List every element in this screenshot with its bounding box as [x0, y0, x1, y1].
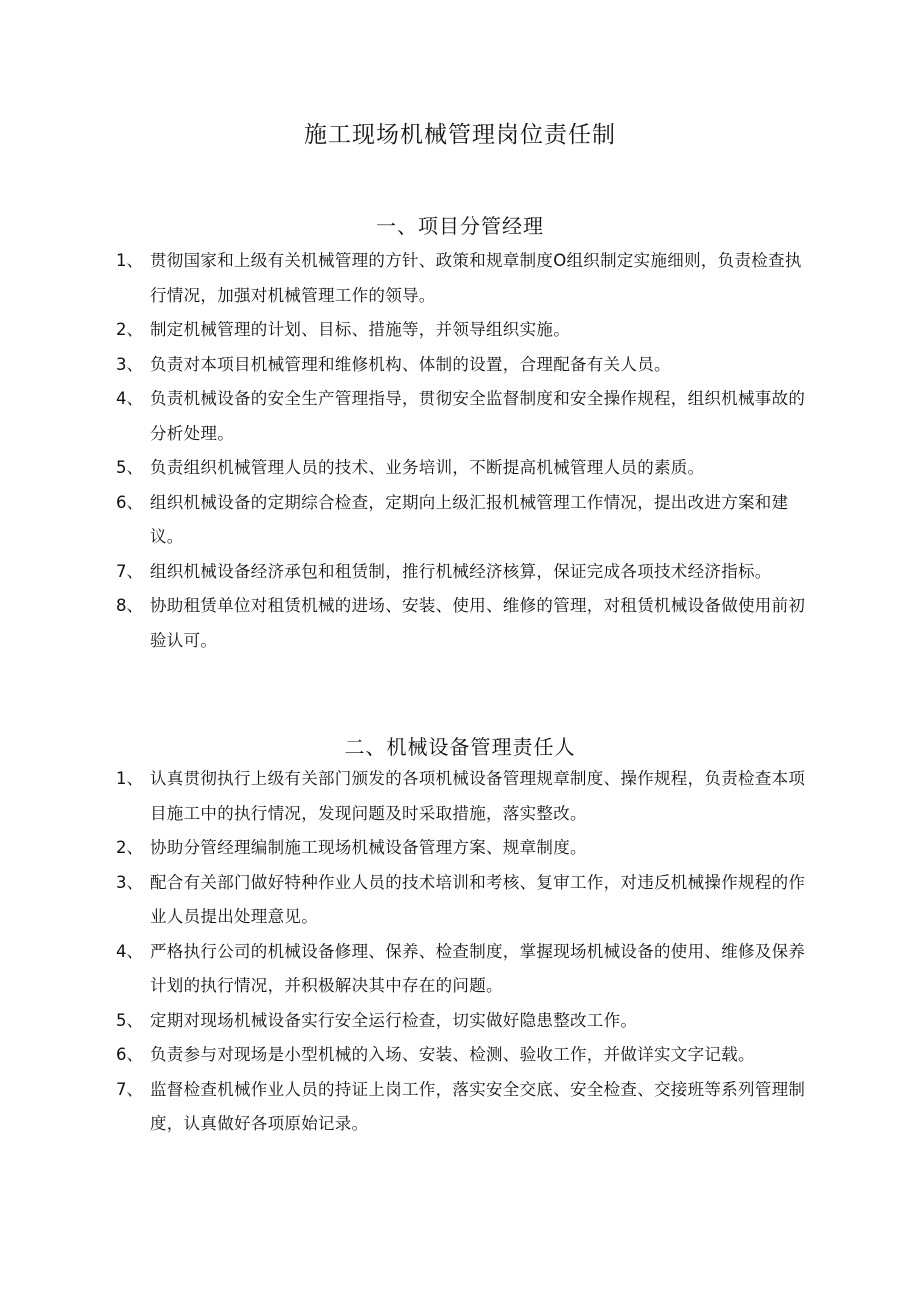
- item-number: 8、: [116, 596, 143, 615]
- item-number: 7、: [116, 1079, 143, 1099]
- list-item: [116, 486, 816, 555]
- item-number: 3、: [116, 872, 143, 892]
- list-item: [116, 313, 816, 348]
- item-number: 5、: [116, 1010, 143, 1030]
- section-heading-2: 二、机械设备管理责任人: [344, 735, 576, 759]
- list-item: [116, 1038, 816, 1073]
- list-item: [116, 762, 816, 831]
- item-number: 2、: [116, 320, 143, 339]
- item-text: 严格执行公司的机械设备修理、保养、检查制度，掌握现场机械设备的使用、维修及保养计划的执行情况，并积极解决其中存在的问题。: [150, 941, 806, 995]
- item-number: 5、: [116, 458, 143, 477]
- item-text: 定期对现场机械设备实行安全运行检查，切实做好隐患整改工作。: [150, 1010, 638, 1030]
- item-text: 负责机械设备的安全生产管理指导，贯彻安全监督制度和安全操作规程，组织机械事故的分析处理。: [150, 389, 806, 443]
- item-number: 4、: [116, 941, 143, 961]
- list-item: [116, 244, 816, 313]
- item-text: 组织机械设备经济承包和租赁制，推行机械经济核算，保证完成各项技术经济指标。: [150, 561, 772, 581]
- item-text: 组织机械设备的定期综合检查，定期向上级汇报机械管理工作情况，提出改进方案和建议。: [150, 492, 789, 546]
- item-number: 6、: [116, 1045, 143, 1064]
- section-1-list: [116, 244, 816, 658]
- item-text: 负责参与对现场是小型机械的入场、安装、检测、验收工作，并做详实文字记载。: [150, 1045, 755, 1064]
- list-item: [116, 1073, 816, 1142]
- list-item: [116, 382, 816, 451]
- list-item: [116, 348, 816, 383]
- item-number: 7、: [116, 561, 143, 581]
- list-item: [116, 935, 816, 1004]
- section-2-list: [116, 762, 816, 1142]
- item-number: 2、: [116, 838, 143, 857]
- item-number: 3、: [116, 354, 143, 374]
- item-number: 4、: [116, 389, 143, 408]
- item-text: 监督检查机械作业人员的持证上岗工作，落实安全交底、安全检查、交接班等系列管理制度，认真做好各项原始记录。: [150, 1079, 806, 1133]
- list-item: [116, 1004, 816, 1039]
- list-item: [116, 866, 816, 935]
- item-number: 1、: [116, 769, 143, 788]
- item-number: 6、: [116, 492, 143, 512]
- document-title: 施工现场机械管理岗位责任制: [304, 122, 616, 148]
- list-item: [116, 555, 816, 590]
- list-item: [116, 831, 816, 866]
- list-item: [116, 589, 816, 658]
- item-text: 认真贯彻执行上级有关部门颁发的各项机械设备管理规章制度、操作规程，负责检查本项目施工中的执行情况，发现问题及时采取措施，落实整改。: [150, 769, 806, 823]
- item-text: 协助租赁单位对租赁机械的进场、安装、使用、维修的管理，对租赁机械设备做使用前初验认可。: [150, 596, 806, 650]
- item-text: 负责组织机械管理人员的技术、业务培训，不断提高机械管理人员的素质。: [150, 458, 705, 477]
- item-text: 制定机械管理的计划、目标、措施等，并领导组织实施。: [150, 320, 570, 339]
- item-text: 配合有关部门做好特种作业人员的技术培训和考核、复审工作，对违反机械操作规程的作业人员提出处理意见。: [150, 872, 806, 926]
- section-heading-1: 一、项目分管经理: [376, 214, 544, 238]
- item-text: 负责对本项目机械管理和维修机构、体制的设置，合理配备有关人员。: [150, 354, 671, 374]
- item-number: 1、: [116, 251, 143, 270]
- item-text: 贯彻国家和上级有关机械管理的方针、政策和规章制度O组织制定实施细则，负责检查执行情况，加强对机械管理工作的领导。: [150, 251, 802, 305]
- item-text: 协助分管经理编制施工现场机械设备管理方案、规章制度。: [150, 838, 587, 857]
- list-item: [116, 451, 816, 486]
